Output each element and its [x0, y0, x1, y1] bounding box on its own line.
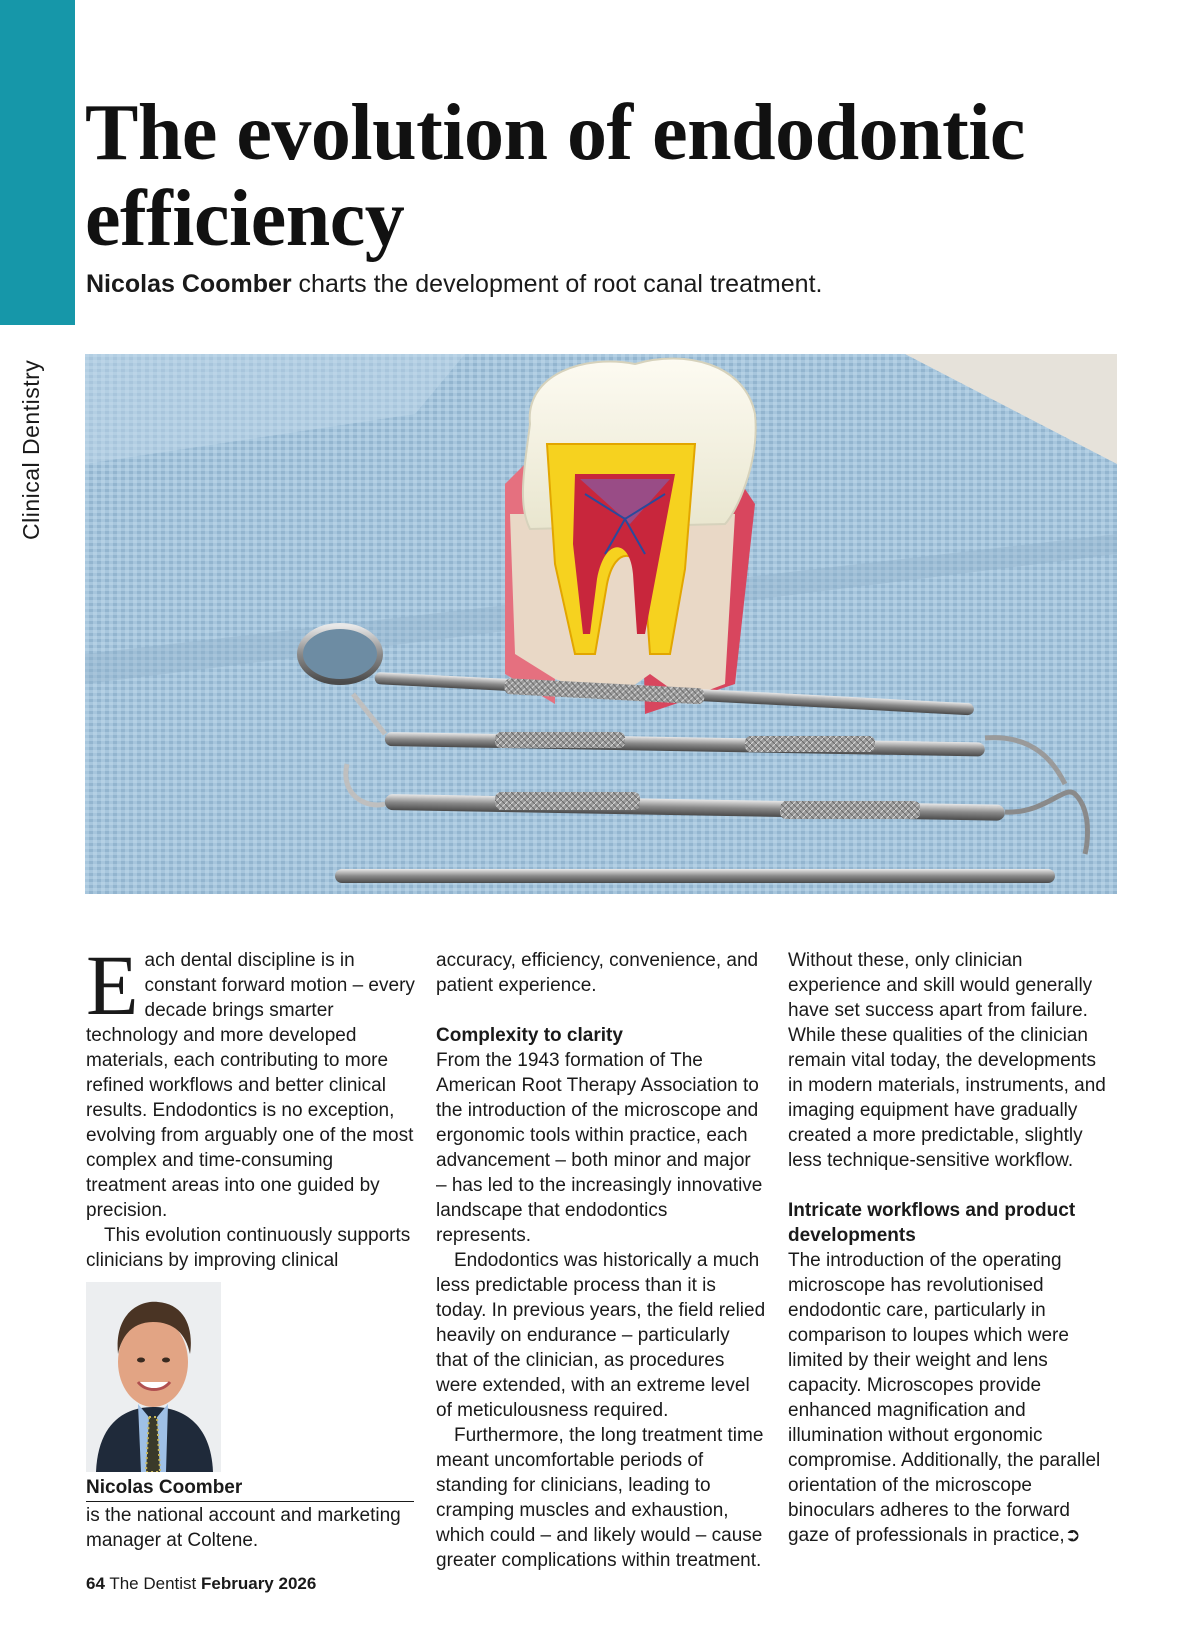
standfirst-author: Nicolas Coomber — [86, 270, 292, 298]
page-footer — [86, 1574, 316, 1594]
body-column-1 — [86, 937, 416, 1273]
body-paragraph: accuracy, efficiency, convenience, and patient experience. — [436, 950, 759, 996]
page-number: 64 — [86, 1574, 105, 1593]
subhead-complexity-to-clarity: Complexity to clarity — [436, 1025, 623, 1046]
section-label: Clinical Dentistry — [18, 359, 44, 540]
body-column-2 — [436, 948, 766, 1573]
body-paragraph-text: The introduction of the operating microscope has revolutionised endodontic care, particularly in comparison to loupes which were limited by their weight and lens capacity. Microscopes provide enhanced magnification and illumination without ergonomic compromise. Additionally, the parallel orientation of the microscope binoculars adheres to the forward gaze of professionals in practice, — [788, 1250, 1101, 1546]
standfirst — [86, 270, 822, 299]
continue-arrow-icon: ➲ — [1064, 1525, 1081, 1546]
body-paragraph-continued — [788, 1248, 1108, 1548]
author-photo — [86, 1282, 221, 1472]
lead-paragraph-text: ach dental discipline is in constant forward motion – every decade brings smarter technology and more developed materials, each contributing to more refined workflows and better clinical results. Endodontics is no exception, evolving from arguably one of the most complex and time-consuming treatment areas into one guided by precision. — [86, 950, 415, 1221]
issue-date: February 2026 — [201, 1574, 317, 1593]
publication-name: The Dentist — [109, 1574, 197, 1593]
standfirst-text: charts the development of root canal treatment. — [291, 270, 823, 298]
body-paragraph: Furthermore, the long treatment time meant uncomfortable periods of standing for clinicians, leading to cramping muscles and exhaustion, which could – and likely would – cause greater complications within treatment. — [436, 1425, 764, 1571]
author-name: Nicolas Coomber — [86, 1477, 414, 1502]
body-paragraph: Endodontics was historically a much less predictable process than it is today. In previous years, the field relied heavily on endurance – particularly that of the clinician, as procedures were extended, with an extreme level of meticulousness required. — [436, 1250, 766, 1421]
subhead-intricate-workflows: Intricate workflows and product developments — [788, 1200, 1076, 1246]
author-bio: is the national account and marketing manager at Coltene. — [86, 1505, 401, 1551]
lead-paragraph — [86, 937, 416, 1223]
body-column-3 — [788, 948, 1108, 1548]
hero-image-tooth-model-and-instruments — [85, 354, 1117, 894]
article-title: The evolution of endodontic efficiency — [85, 89, 1025, 263]
body-paragraph: Without these, only clinician experience and skill would generally have set success apart from failure. While these qualities of the clinician remain vital today, the developments in modern materials, instruments, and imaging equipment have gradually created a more predictable, slightly less technique-sensitive workflow. — [788, 950, 1106, 1171]
section-color-tab — [0, 0, 75, 325]
body-paragraph: From the 1943 formation of The American Root Therapy Association to the introduction of the microscope and ergonomic tools within practice, each advancement – both minor and major – has led to the increasingly innovative landscape that endodontics represents. — [436, 1050, 763, 1246]
body-paragraph: This evolution continuously supports clinicians by improving clinical — [86, 1225, 411, 1271]
drop-cap: E — [86, 937, 139, 1033]
